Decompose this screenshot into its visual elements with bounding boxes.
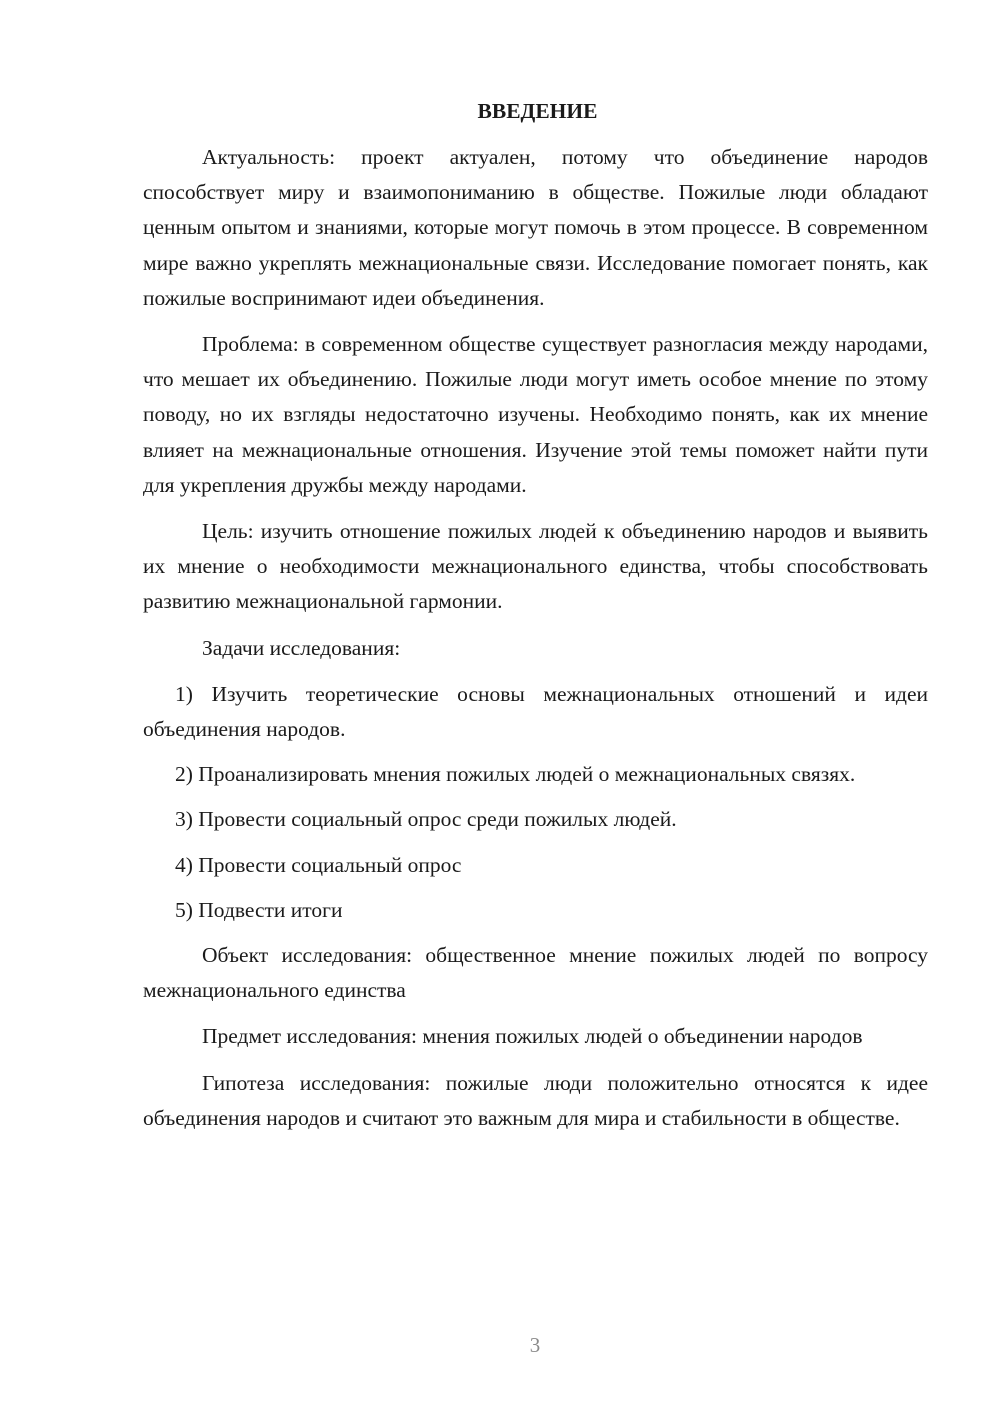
hypothesis-paragraph: Гипотеза исследования: пожилые люди положительно относятся к идее объединения народов и считают это важным для мира и стабильности в обществе. [143,1070,928,1130]
task-item-1: 1) Изучить теоретические основы межнациональных отношений и идеи объединения народов. [143,681,928,742]
page-number: 3 [529,1333,541,1357]
task-item-5: 5) Подвести итоги [175,897,343,922]
task-item-3: 3) Провести социальный опрос среди пожилых людей. [175,807,677,832]
task-item-2: 2) Проанализировать мнения пожилых людей о межнациональных связях. [175,762,856,787]
problem-paragraph: Проблема: в современном обществе существует разногласия между народами, что мешает их объединению. Пожилые люди могут иметь особое мнение по этому поводу, но их взгляды недостаточно изучены. Необходимо понять, как их мнение влияет на межнациональные отношения. Изучение этой темы поможет найти пути для укрепления дружбы между народами. [143,332,928,497]
section-title: ВВЕДЕНИЕ [477,99,598,123]
subject-paragraph: Предмет исследования: мнения пожилых людей о объединении народов [202,1024,863,1049]
task-item-4: 4) Провести социальный опрос [175,852,462,877]
relevance-paragraph: Актуальность: проект актуален, потому что объединение народов способствует миру и взаимопониманию в обществе. Пожилые люди обладают ценным опытом и знаниями, которые могут помочь в этом процессе. В современном мире важно укреплять межнациональные связи. Исследование помогает понять, как пожилые воспринимают идеи объединения. [143,145,928,310]
document-page [143,94,928,1147]
goal-paragraph: Цель: изучить отношение пожилых людей к объединению народов и выявить их мнение о необходимости межнационального единства, чтобы способствовать развитию межнациональной гармонии. [143,519,928,614]
tasks-heading: Задачи исследования: [202,635,401,660]
object-paragraph: Объект исследования: общественное мнение пожилых людей по вопросу межнационального единства [143,943,928,1003]
